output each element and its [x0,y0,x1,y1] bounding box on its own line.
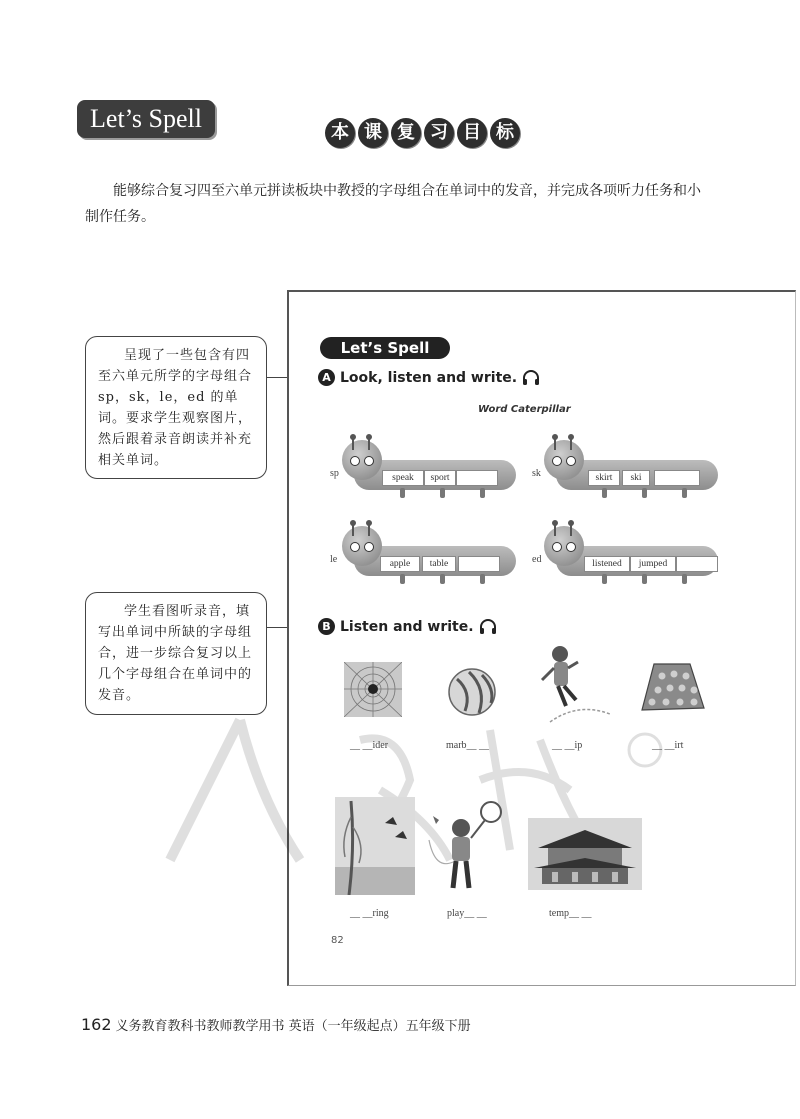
leg [682,488,687,498]
title-char: 标 [490,118,520,148]
antenna [554,524,556,536]
lets-spell-heading: Let’s Spell [77,100,215,138]
caterpillar-blank-box[interactable] [458,556,500,572]
eye [364,542,374,552]
caterpillar-sk [532,432,722,502]
caterpillar-word: speak [382,470,424,486]
leg [642,488,647,498]
caterpillar-ed [532,518,722,588]
review-goals-title [325,118,520,148]
caterpillar-prefix: le [330,554,338,565]
leg [480,488,485,498]
skipping-boy-picture [538,640,613,725]
skirt-picture [640,660,706,715]
blank-word[interactable]: play__ __ [447,908,487,919]
callout-section-b: 学生看图听录音，填写出单词中所缺的字母组合，进一步综合复习以上几个字母组合在单词中的发音。 [85,592,267,715]
leg [642,574,647,584]
page-footer [81,1015,471,1034]
caterpillar-head [342,440,382,480]
antenna [570,524,572,536]
antenna [570,438,572,450]
intro-paragraph: 能够综合复习四至六单元拼读板块中教授的字母组合在单词中的发音，并完成各项听力任务和小制作任务。 [85,183,701,225]
antenna [368,438,370,450]
section-a-title: Look, listen and write. [340,369,518,386]
footer-page-number: 162 [81,1015,112,1034]
caterpillar-word: jumped [630,556,676,572]
eye [566,542,576,552]
book-lets-spell-tag: Let’s Spell [320,337,450,359]
caterpillar-blank-box[interactable] [456,470,498,486]
footer-book-title: 义务教育教科书教师教学用书 英语（一年级起点）五年级下册 [115,1019,471,1034]
caterpillar-le [330,518,520,588]
antenna [352,438,354,450]
caterpillar-head [544,526,584,566]
title-char: 复 [391,118,421,148]
blank-word[interactable]: __ __ring [350,908,389,919]
callout-section-a: 呈现了一些包含有四至六单元所学的字母组合 sp，sk，le，ed 的单词。要求学生观察图片，然后跟着录音朗读并补充相关单词。 [85,336,267,479]
caterpillar-word: listened [584,556,630,572]
leg [480,574,485,584]
caterpillar-sp [330,432,520,502]
blank-word[interactable]: __ __irt [652,740,684,751]
eye [350,456,360,466]
caterpillar-word: skirt [588,470,620,486]
headphones-icon [479,619,497,635]
eye [552,542,562,552]
marble-picture [447,667,497,717]
leg [400,574,405,584]
caterpillar-head [342,526,382,566]
title-char: 习 [424,118,454,148]
caterpillar-word: sport [424,470,456,486]
section-a-letter: A [318,369,335,386]
caterpillar-word: ski [622,470,650,486]
section-b-title: Listen and write. [340,618,474,635]
section-b-heading [318,618,497,635]
caterpillar-blank-box[interactable] [676,556,718,572]
eye [552,456,562,466]
section-b-letter: B [318,618,335,635]
antenna [352,524,354,536]
caterpillar-prefix: sk [532,468,541,479]
leg [682,574,687,584]
word-caterpillar-title: Word Caterpillar [478,404,571,415]
section-a-heading [318,369,540,386]
antenna [368,524,370,536]
leg [440,488,445,498]
temple-picture [528,818,642,890]
blank-word[interactable]: marb__ __ [446,740,490,751]
leg [400,488,405,498]
blank-word[interactable]: temp__ __ [549,908,592,919]
book-page-number: 82 [331,935,344,946]
title-char: 本 [325,118,355,148]
headphones-icon [522,370,540,386]
leg [602,488,607,498]
spring-scene-picture [335,797,415,895]
caterpillar-blank-box[interactable] [654,470,700,486]
title-char: 课 [358,118,388,148]
badminton-boy-picture [425,800,510,892]
spider-web-picture [344,662,402,717]
antenna [554,438,556,450]
eye [364,456,374,466]
caterpillar-word: table [422,556,456,572]
eye [350,542,360,552]
caterpillar-prefix: sp [330,468,339,479]
blank-word[interactable]: __ __ider [350,740,389,751]
blank-word[interactable]: __ __ip [552,740,583,751]
caterpillar-prefix: ed [532,554,542,565]
caterpillar-word: apple [380,556,420,572]
leg [602,574,607,584]
eye [566,456,576,466]
leg [440,574,445,584]
title-char: 目 [457,118,487,148]
caterpillar-head [544,440,584,480]
